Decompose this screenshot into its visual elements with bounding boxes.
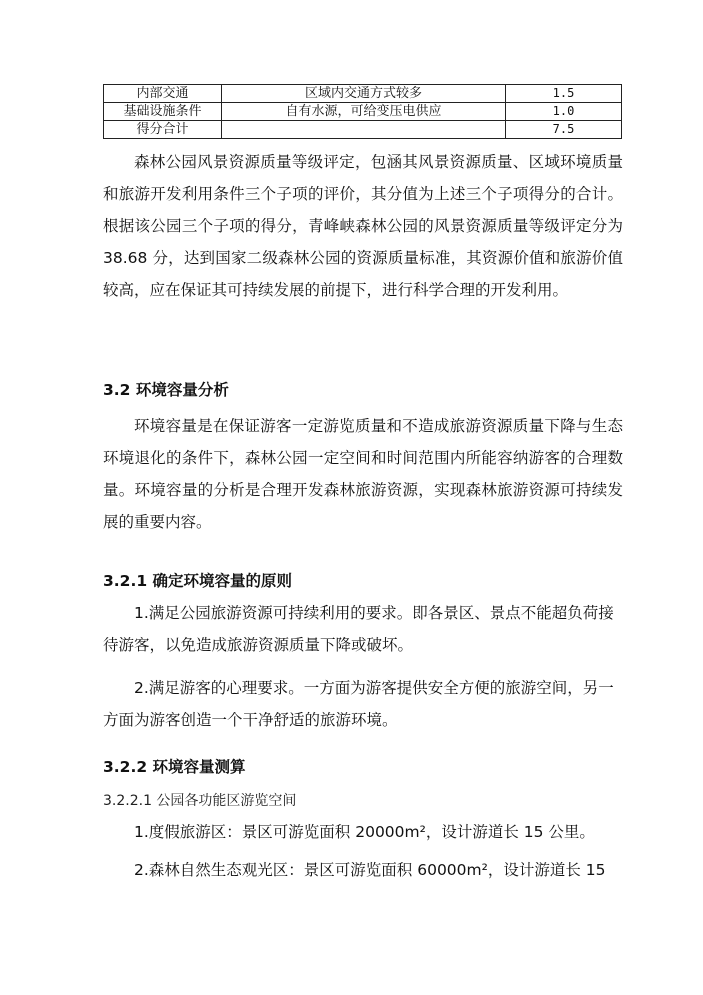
principle-item-1: 1.满足公园旅游资源可持续利用的要求。即各景区、景点不能超负荷接待游客，以免造成旅游资源质量下降或破坏。 — [103, 604, 614, 654]
heading-3-2-2-1: 3.2.2.1 公园各功能区游览空间 — [103, 793, 297, 809]
table-cell-score: 1.0 — [506, 103, 622, 121]
table-row — [104, 85, 622, 103]
heading-3-2-2: 3.2.2 环境容量测算 — [103, 758, 246, 776]
table-row — [104, 121, 622, 139]
table-cell-item: 内部交通 — [104, 85, 222, 103]
paragraph-environment-capacity: 环境容量是在保证游客一定游览质量和不造成旅游资源质量下降与生态环境退化的条件下，森林公园一定空间和时间范围内所能容纳游客的合理数量。环境容量的分析是合理开发森林旅游资源，实现森林旅游资源可持续发展的重要内容。 — [103, 417, 623, 531]
table-row — [104, 103, 622, 121]
heading-3-2: 3.2 环境容量分析 — [103, 381, 229, 399]
zone-item-2: 2.森林自然生态观光区：景区可游览面积 60000m²，设计游道长 15 — [134, 861, 606, 879]
table-cell-score: 7.5 — [506, 121, 622, 139]
principle-item-2: 2.满足游客的心理要求。一方面为游客提供安全方便的旅游空间，另一方面为游客创造一个干净舒适的旅游环境。 — [103, 679, 614, 729]
zone-item-1: 1.度假旅游区：景区可游览面积 20000m²，设计游道长 15 公里。 — [134, 823, 595, 841]
table-cell-desc: 区域内交通方式较多 — [222, 85, 506, 103]
table-cell-item: 得分合计 — [104, 121, 222, 139]
table-cell-desc: 自有水源，可给变压电供应 — [222, 103, 506, 121]
score-table — [103, 84, 622, 139]
table-cell-item: 基础设施条件 — [104, 103, 222, 121]
heading-3-2-1: 3.2.1 确定环境容量的原则 — [103, 572, 293, 590]
table-cell-score: 1.5 — [506, 85, 622, 103]
paragraph-resource-quality: 森林公园风景资源质量等级评定，包涵其风景资源质量、区域环境质量和旅游开发利用条件三个子项的评价，其分值为上述三个子项得分的合计。根据该公园三个子项的得分，青峰峡森林公园的风景资源质量等级评定分为 38.68 分，达到国家二级森林公园的资源质量标准，其资源价值和旅游价值较高，应在保证其可持续发展的前提下，进行科学合理的开发利用。 — [103, 153, 623, 299]
table-cell-desc — [222, 121, 506, 139]
